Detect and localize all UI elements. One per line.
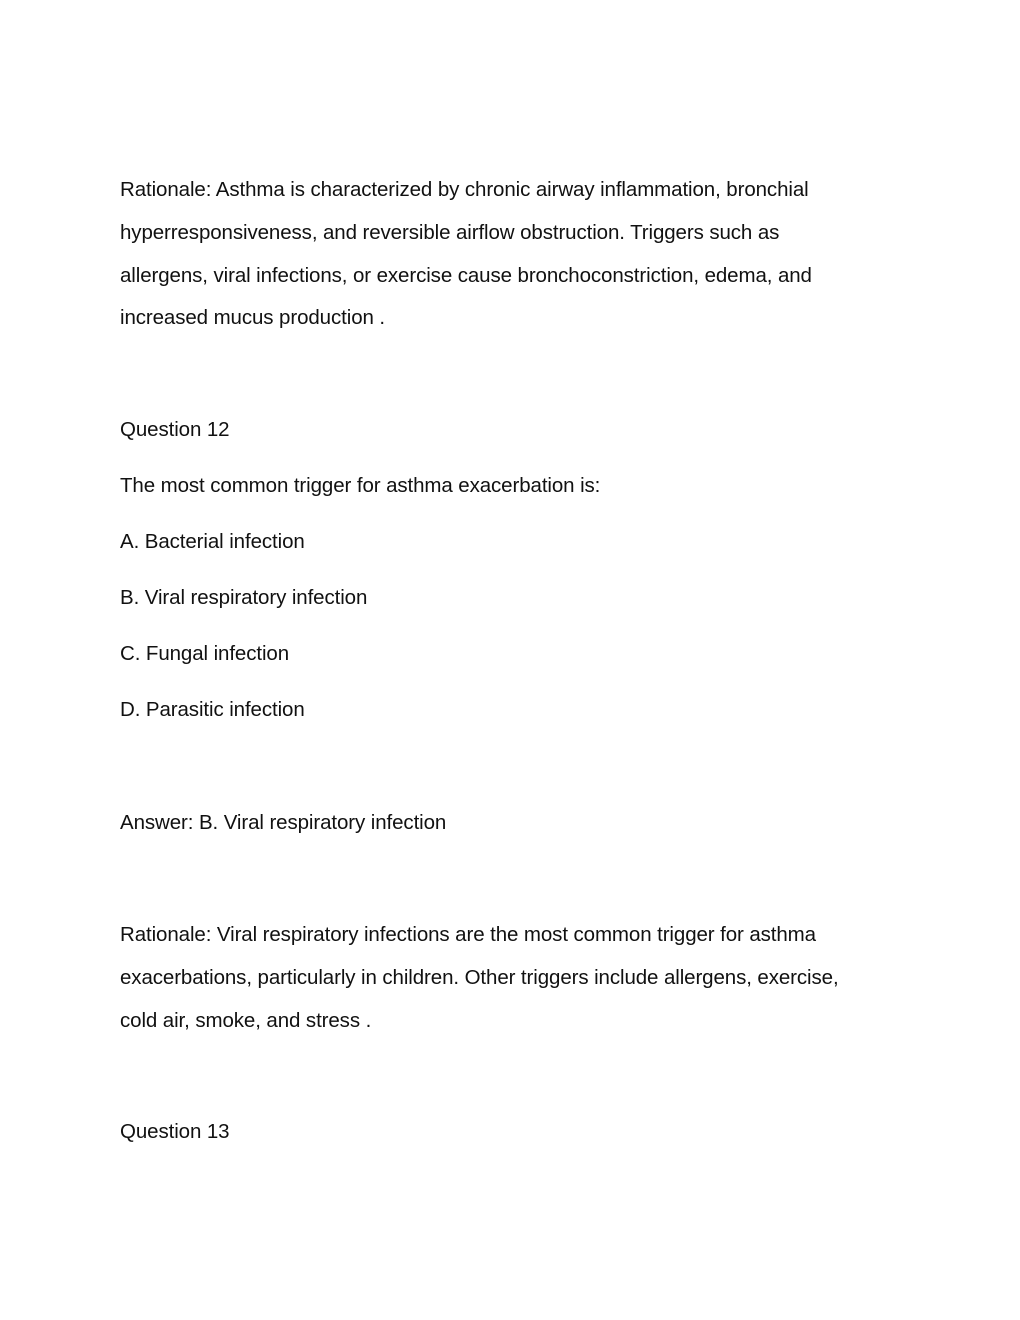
option-a: A. Bacterial infection <box>120 530 305 553</box>
question-12-prompt: The most common trigger for asthma exacerbation is: <box>120 474 601 497</box>
rationale-line-2: hyperresponsiveness, and reversible airflow obstruction. Triggers such as <box>120 221 780 244</box>
rationale-line-4: increased mucus production . <box>120 306 385 329</box>
rationale-line-1: Rationale: Asthma is characterized by chronic airway inflammation, bronchial <box>120 178 809 201</box>
question-13-heading: Question 13 <box>120 1120 230 1143</box>
question-12-rationale-line-3: cold air, smoke, and stress . <box>120 1009 372 1032</box>
option-c: C. Fungal infection <box>120 642 290 665</box>
question-12-rationale-line-1: Rationale: Viral respiratory infections are the most common trigger for asthma <box>120 923 816 946</box>
rationale-line-3: allergens, viral infections, or exercise cause bronchoconstriction, edema, and <box>120 264 812 287</box>
option-b: B. Viral respiratory infection <box>120 586 368 609</box>
question-12-rationale-line-2: exacerbations, particularly in children. Other triggers include allergens, exercise, <box>120 966 839 989</box>
question-12-heading: Question 12 <box>120 418 230 441</box>
question-12-answer: Answer: B. Viral respiratory infection <box>120 811 447 834</box>
option-d: D. Parasitic infection <box>120 698 305 721</box>
